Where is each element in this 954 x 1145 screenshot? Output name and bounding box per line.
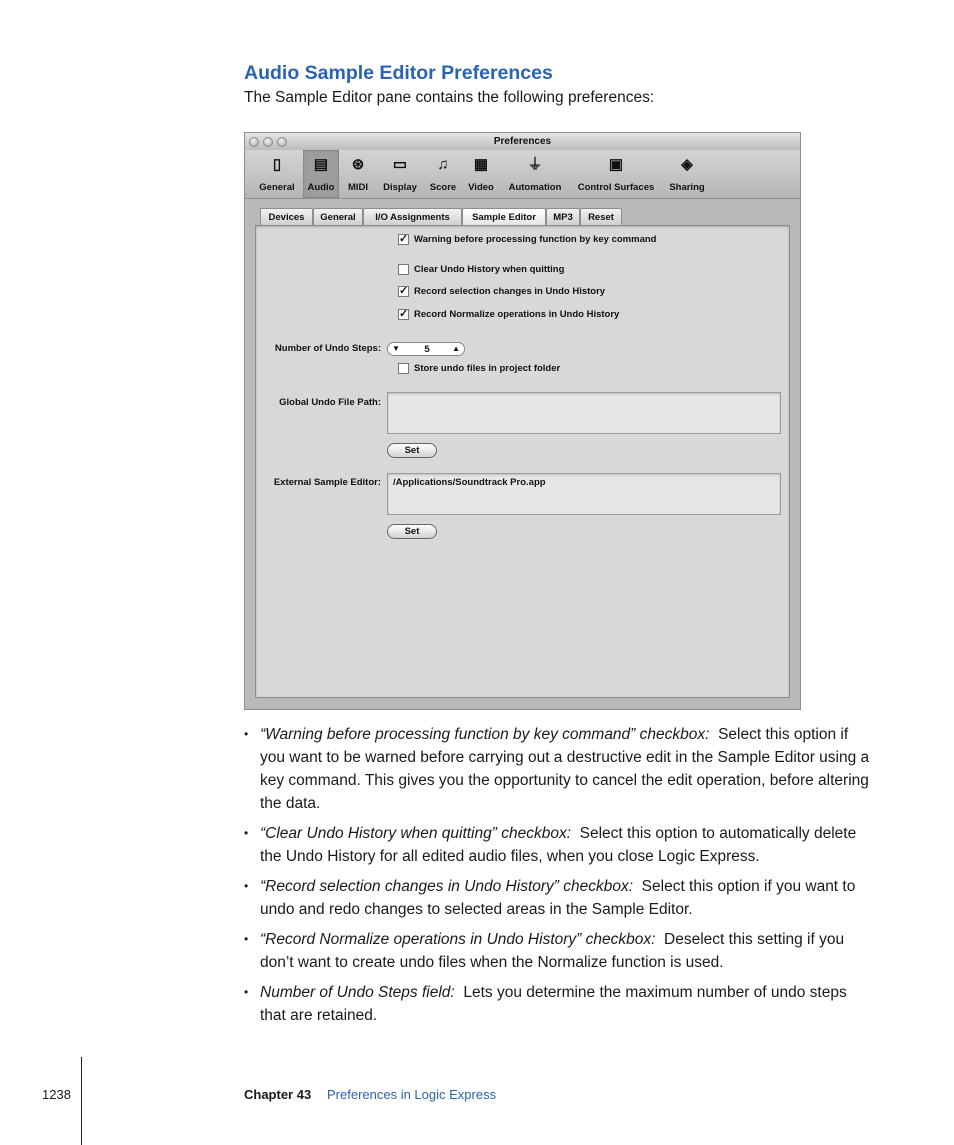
intro-text: The Sample Editor pane contains the following preferences: — [244, 89, 655, 106]
checkbox-label: Record Normalize operations in Undo History — [414, 309, 620, 320]
checkbox-box — [398, 363, 409, 374]
footer-divider — [81, 1057, 82, 1145]
display-icon: ▭ — [392, 156, 408, 173]
tab-general[interactable]: General — [313, 208, 363, 225]
checkmark-icon: ✓ — [399, 285, 409, 297]
bullet-term: “Record Normalize operations in Undo History” checkbox: — [260, 931, 656, 948]
set-global-path-button[interactable]: Set — [387, 443, 437, 458]
sample-editor-panel — [255, 225, 790, 698]
control-surfaces-icon: ▣ — [608, 156, 624, 173]
bullet-term: Number of Undo Steps field: — [260, 984, 455, 1001]
bullet-desc: Deselect this setting if you don’t want to create undo files when the Normalize function is used. — [260, 931, 845, 971]
chapter-number: Chapter 43 — [244, 1087, 312, 1102]
external-editor-label: External Sample Editor: — [273, 477, 381, 488]
preferences-window-screenshot — [244, 132, 801, 710]
toolbar-label: MIDI — [347, 182, 369, 193]
chevron-up-icon[interactable]: ▲ — [452, 344, 460, 353]
general-icon: ▯ — [272, 156, 282, 173]
toolbar-label: Control Surfaces — [577, 182, 655, 193]
chapter-title: Preferences in Logic Express — [327, 1087, 497, 1102]
checkbox-label: Clear Undo History when quitting — [414, 264, 565, 275]
list-item — [244, 723, 876, 815]
video-icon: ▦ — [473, 156, 489, 173]
toolbar-control-surfaces[interactable] — [575, 150, 657, 198]
midi-icon: ⊛ — [351, 156, 365, 173]
tab-sample-editor[interactable]: Sample Editor — [462, 208, 546, 225]
tab-mp3[interactable]: MP3 — [546, 208, 580, 225]
bullet-term: “Record selection changes in Undo History” checkbox: — [260, 878, 634, 895]
toolbar-video[interactable] — [464, 150, 498, 198]
page-number: 1238 — [42, 1087, 71, 1102]
bullet-desc: Lets you determine the maximum number of undo steps that are retained. — [260, 984, 847, 1024]
global-undo-path-label: Global Undo File Path: — [279, 397, 381, 408]
toolbar-label: Display — [383, 182, 417, 193]
chevron-down-icon[interactable]: ▼ — [392, 344, 400, 353]
sharing-icon: ◈ — [681, 156, 693, 173]
tab-reset[interactable]: Reset — [580, 208, 622, 225]
undo-steps-value: 5 — [424, 344, 430, 355]
undo-steps-stepper[interactable] — [387, 342, 465, 356]
set-external-editor-button[interactable]: Set — [387, 524, 437, 539]
preference-descriptions — [244, 723, 876, 1034]
preferences-toolbar — [245, 150, 800, 199]
checkmark-icon: ✓ — [399, 308, 409, 320]
toolbar-label: General — [259, 182, 295, 193]
bullet-term: “Warning before processing function by key command” checkbox: — [260, 726, 710, 743]
checkbox-box — [398, 264, 409, 275]
title-bar — [245, 133, 800, 151]
tab-devices[interactable]: Devices — [260, 208, 313, 225]
toolbar-label: Score — [429, 182, 457, 193]
toolbar-label: Automation — [508, 182, 562, 193]
bullet-desc: Select this option if you want to be warned before carrying out a destructive edit in the Sample Editor using a key command. This gives you the opportunity to cancel the edit operation, before altering the data. — [260, 726, 870, 812]
list-item — [244, 822, 876, 868]
list-item — [244, 928, 876, 974]
bullet-desc: Select this option if you want to undo and redo changes to selected areas in the Sample Editor. — [260, 878, 856, 918]
tab-io-assignments[interactable]: I/O Assignments — [363, 208, 462, 225]
bullet-term: “Clear Undo History when quitting” checkbox: — [260, 825, 571, 842]
external-editor-field[interactable]: /Applications/Soundtrack Pro.app — [387, 473, 781, 515]
bullet-desc: Select this option to automatically delete the Undo History for all edited audio files, when you close Logic Express. — [260, 825, 857, 865]
toolbar-display[interactable] — [379, 150, 421, 198]
score-icon: ♫ — [437, 156, 449, 173]
audio-icon: ▤ — [313, 156, 329, 173]
undo-steps-label: Number of Undo Steps: — [274, 343, 381, 354]
toolbar-label: Sharing — [669, 182, 705, 193]
list-item — [244, 875, 876, 921]
checkbox-label: Store undo files in project folder — [414, 363, 561, 374]
toolbar-label: Video — [468, 182, 494, 193]
toolbar-label: Audio — [307, 182, 335, 193]
window-title: Preferences — [493, 136, 552, 147]
toolbar-sharing[interactable] — [667, 150, 707, 198]
list-item — [244, 981, 876, 1027]
checkmark-icon: ✓ — [399, 233, 409, 245]
automation-icon: ⏚ — [527, 156, 543, 173]
section-heading: Audio Sample Editor Preferences — [244, 62, 553, 84]
global-undo-path-field[interactable] — [387, 392, 781, 434]
checkbox-label: Warning before processing function by key command — [414, 234, 657, 245]
toolbar-automation[interactable] — [507, 150, 563, 198]
checkbox-label: Record selection changes in Undo History — [414, 286, 606, 297]
